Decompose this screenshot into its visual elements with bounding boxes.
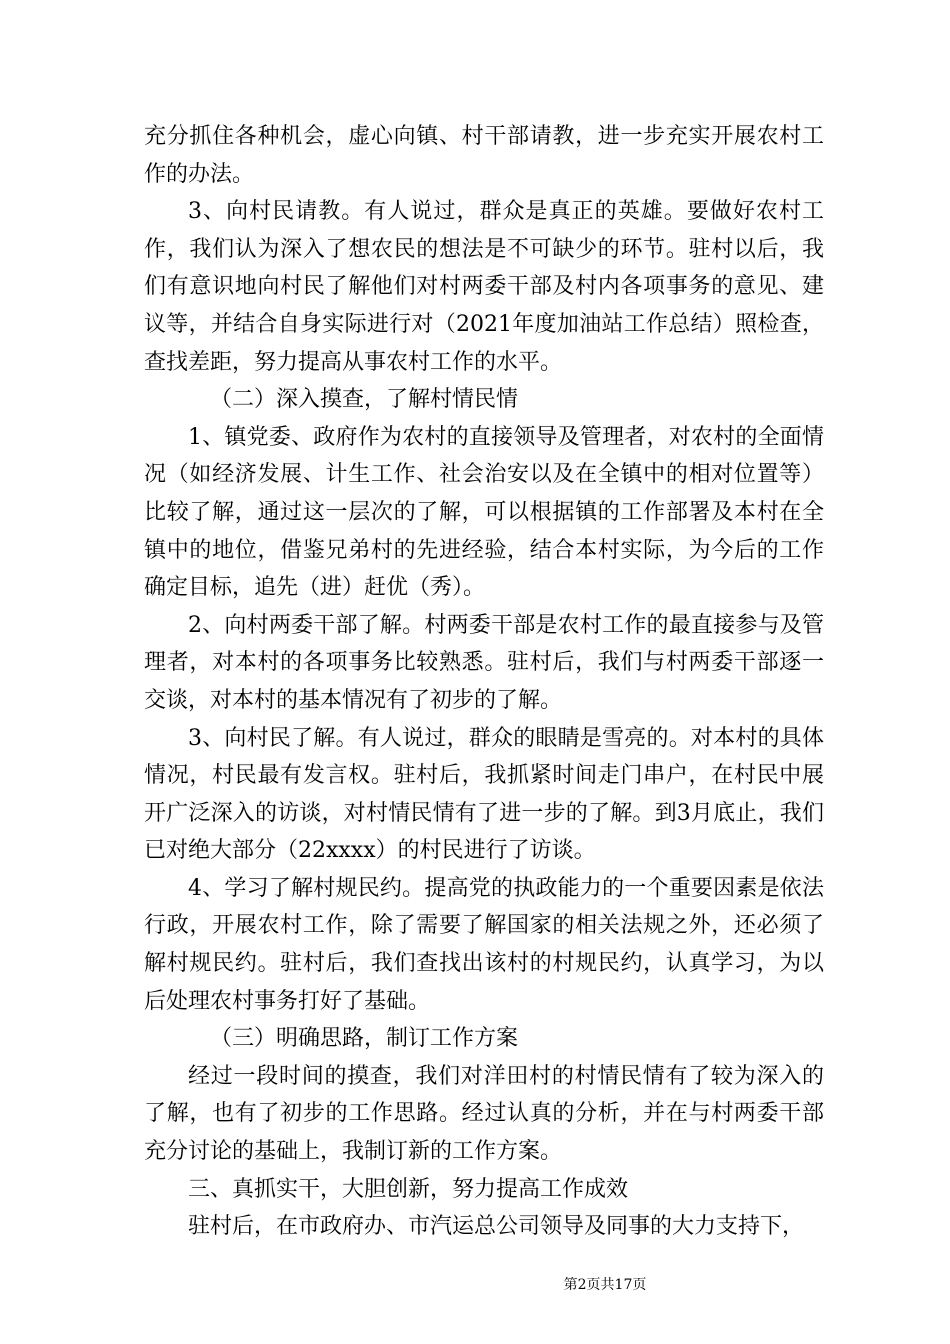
page-number-footer: 第2页共17页: [563, 1277, 647, 1293]
paragraph: 2、向村两委干部了解。村两委干部是农村工作的最直接参与及管理者，对本村的各项事务比较熟悉。驻村后，我们与村两委干部逐一交谈，对本村的基本情况有了初步的了解。: [144, 612, 824, 713]
paragraph: 3、向村民请教。有人说过，群众是真正的英雄。要做好农村工作，我们认为深入了想农民的想法是不可缺少的环节。驻村以后，我们有意识地向村民了解他们对村两委干部及村内各项事务的意见、建议等，并结合自身实际进行对（2021年度加油站工作总结）照检查，查找差距，努力提高从事农村工作的水平。: [144, 199, 824, 375]
paragraph: 经过一段时间的摸查，我们对洋田村的村情民情有了较为深入的了解，也有了初步的工作思路。经过认真的分析，并在与村两委干部充分讨论的基础上，我制订新的工作方案。: [144, 1063, 824, 1165]
section-heading: 三、真抓实干，大胆创新，努力提高工作成效: [188, 1176, 629, 1202]
paragraph: 充分抓住各种机会，虚心向镇、村干部请教，进一步充实开展农村工作的办法。: [144, 124, 824, 187]
section-heading: （三）明确思路，制订工作方案: [210, 1026, 519, 1052]
section-heading: （二）深入摸查，了解村情民情: [210, 387, 519, 413]
document-body: [144, 118, 824, 1246]
paragraph: 3、向村民了解。有人说过，群众的眼睛是雪亮的。对本村的具体情况，村民最有发言权。驻村后，我抓紧时间走门串户，在村民中展开广泛深入的访谈，对村情民情有了进一步的了解。到3月底止，我们已对绝大部分（22xxxx）的村民进行了访谈。: [144, 725, 824, 864]
paragraph: 4、学习了解村规民约。提高党的执政能力的一个重要因素是依法行政，开展农村工作，除了需要了解国家的相关法规之外，还必须了解村规民约。驻村后，我们查找出该村的村规民约，认真学习，为以后处理农村事务打好了基础。: [144, 875, 824, 1014]
paragraph: 1、镇党委、政府作为农村的直接领导及管理者，对农村的全面情况（如经济发展、计生工作、社会治安以及在全镇中的相对位置等）比较了解，通过这一层次的了解，可以根据镇的工作部署及本村在全镇中的地位，借鉴兄弟村的先进经验，结合本村实际，为今后的工作确定目标，追先（进）赶优（秀）。: [144, 424, 824, 601]
paragraph: 驻村后，在市政府办、市汽运总公司领导及同事的大力支持下，: [188, 1214, 805, 1240]
